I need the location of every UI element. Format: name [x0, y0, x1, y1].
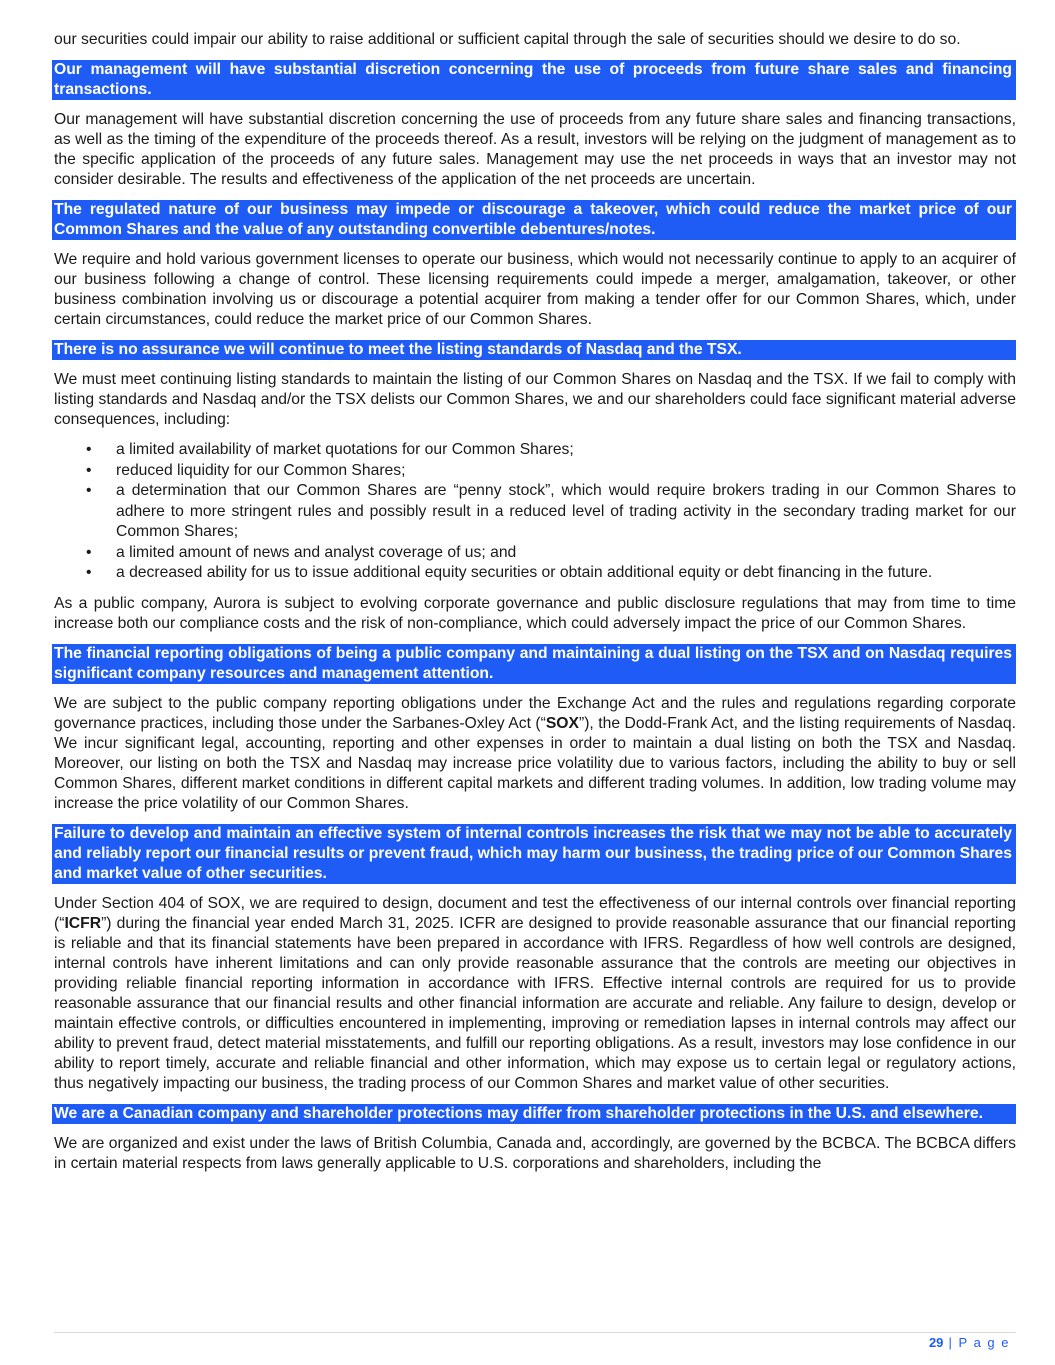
public-company-paragraph: As a public company, Aurora is subject to evolving corporate governance and public disclosure regulations that may from time to time increase both our compliance costs and the risk of non-compliance, which could adversely impact the price of our Common Shares. — [54, 594, 1016, 632]
footer-divider — [54, 1332, 1016, 1333]
section-body-canadian-company: We are organized and exist under the laws of British Columbia, Canada and, accordingly, are governed by the BCBCA. The BCBCA differs in certain material respects from laws generally applicable to U.S. corporations and shareholders, including the — [54, 1134, 1016, 1172]
list-item-text: a limited availability of market quotations for our Common Shares; — [116, 441, 574, 458]
consequences-list — [54, 440, 1016, 584]
list-item — [54, 461, 1016, 482]
footer-separator: | — [943, 1335, 959, 1350]
section-body-use-of-proceeds: Our management will have substantial discretion concerning the use of proceeds from any future share sales and financing transactions, as well as the timing of the expenditure of the proceeds thereof. As a result, investors will be relying on the judgment of management as to the specific application of the proceeds of any future sales. Management may use the net proceeds in ways that an investor may not consider desirable. The results and effectiveness of the application of the net proceeds are uncertain. — [54, 111, 1016, 188]
defined-term-icfr: ICFR — [64, 914, 102, 932]
section-body-listing-standards: We must meet continuing listing standards to maintain the listing of our Common Shares on Nasdaq and the TSX. If we fail to comply with listing standards and Nasdaq and/or the TSX delists our Common Shares, we and our shareholders could face significant material adverse consequences, including: — [54, 371, 1016, 428]
list-item — [54, 563, 1016, 584]
list-item-text: a limited amount of news and analyst coverage of us; and — [116, 543, 517, 561]
list-item-text: a determination that our Common Shares are “penny stock”, which would require brokers trading in our Common Shares to adhere to more stringent rules and possibly result in a reduced level of trading activity in the secondary trading market for our Common Shares; — [116, 482, 1016, 540]
list-item — [54, 440, 1016, 461]
page-label: P a g e — [958, 1335, 1010, 1350]
list-item — [54, 543, 1016, 564]
list-item — [54, 481, 1016, 543]
section-heading-internal-controls: Failure to develop and maintain an effective system of internal controls increases the risk that we may not be able to accurately and reliably report our financial results or prevent fraud, which may harm our business, the trading price of our Common Shares and market value of other securities. — [52, 824, 1016, 884]
page-footer — [929, 1335, 1010, 1350]
section-heading-regulated-nature: The regulated nature of our business may impede or discourage a takeover, which could reduce the market price of our Common Shares and the value of any outstanding convertible debentures/notes. — [52, 200, 1016, 240]
section-heading-listing-standards: There is no assurance we will continue to meet the listing standards of Nasdaq and the TSX. — [52, 340, 1016, 360]
section-body-regulated-nature: We require and hold various government licenses to operate our business, which would not necessarily continue to apply to an acquirer of our business following a change of control. These licensing requirements could impede a merger, amalgamation, takeover, or other business combination involving us or discourage a potential acquirer from making a tender offer for our Common Shares, which, under certain circumstances, could reduce the market price of our Common Shares. — [54, 251, 1016, 328]
list-item-text: reduced liquidity for our Common Shares; — [116, 461, 406, 479]
bullet-icon: • — [86, 461, 92, 479]
page-number: 29 — [928, 1335, 944, 1350]
section-heading-use-of-proceeds: Our management will have substantial discretion concerning the use of proceeds from future share sales and financing transactions. — [52, 60, 1016, 100]
section-body-internal-controls: Under Section 404 of SOX, we are required to design, document and test the effectiveness of our internal controls over financial reporting (“ICFR”) during the financial year ended March 31, 2025. ICFR are designed to provide reasonable assurance that our financial reporting is reliable and that its financial statements have been prepared in accordance with IFRS. Regardless of how well controls are designed, internal controls have inherent limitations and can only provide reasonable assurance that the controls are meeting our objectives in providing reliable financial reporting information in accordance with IFRS. Effective internal controls are required for us to provide reasonable assurance that our financial results and other financial information are accurate and reliable. Any failure to design, develop or maintain effective controls, or difficulties encountered in implementing, improving or remediation lapses in internal controls may affect our ability to prevent fraud, detect material misstatements, and fulfill our reporting obligations. As a result, investors may lose confidence in our ability to report timely, accurate and reliable financial and other information, which may expose us to certain legal or regulatory actions, thus negatively impacting our business, the trading process of our Common Shares and market value of other securities. — [54, 894, 1016, 1092]
section-body-reporting-obligations: We are subject to the public company reporting obligations under the Exchange Act and the rules and regulations regarding corporate governance practices, including those under the Sarbanes-Oxley Act (“SOX”), the Dodd-Frank Act, and the listing requirements of Nasdaq. We incur significant legal, accounting, reporting and other expenses in order to maintain a dual listing on both the TSX and Nasdaq. Moreover, our listing on both the TSX and Nasdaq may increase price volatility due to various factors, including the ability to buy or sell Common Shares, different market conditions in different capital markets and different trading volumes. In addition, low trading volume may increase the price volatility of our Common Shares. — [54, 694, 1016, 812]
document-page — [54, 30, 1016, 1184]
bullet-icon: • — [86, 441, 92, 458]
list-item-text: a decreased ability for us to issue additional equity securities or obtain additional equity or debt financing in the future. — [116, 564, 933, 581]
intro-paragraph: our securities could impair our ability to raise additional or sufficient capital through the sale of securities should we desire to do so. — [54, 31, 961, 48]
bullet-icon: • — [86, 482, 92, 499]
bullet-icon: • — [86, 564, 92, 581]
section-heading-canadian-company: We are a Canadian company and shareholder protections may differ from shareholder protections in the U.S. and elsewhere. — [52, 1104, 1016, 1124]
defined-term-sox: SOX — [545, 714, 579, 732]
bullet-icon: • — [86, 543, 92, 561]
section-heading-reporting-obligations: The financial reporting obligations of being a public company and maintaining a dual listing on the TSX and on Nasdaq requires significant company resources and management attention. — [52, 644, 1016, 684]
